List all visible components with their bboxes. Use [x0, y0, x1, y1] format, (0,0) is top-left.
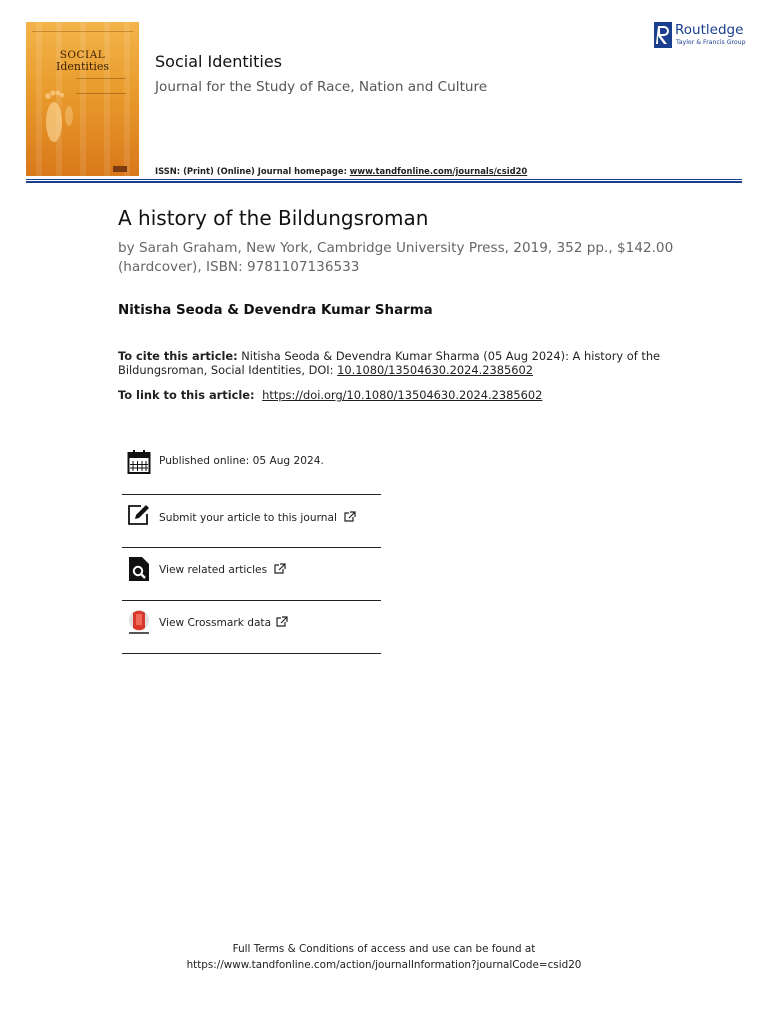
edit-icon	[127, 503, 151, 529]
crossmark-icon	[127, 609, 151, 635]
info-divider	[122, 547, 381, 548]
crossmark-label: View Crossmark data	[159, 617, 272, 629]
info-divider	[122, 600, 381, 601]
footprint-icon	[38, 80, 78, 150]
external-link-icon	[274, 563, 286, 574]
submit-row[interactable]	[122, 503, 381, 556]
issn-label: ISSN: (Print) (Online) Journal homepage:	[155, 166, 347, 176]
cite-doi-link[interactable]: 10.1080/13504630.2024.2385602	[337, 363, 534, 377]
info-divider	[122, 653, 381, 654]
publisher-group: Taylor & Francis Group	[676, 39, 746, 46]
citation-block	[118, 349, 678, 377]
external-link-icon	[276, 616, 288, 627]
terms-footer	[0, 942, 768, 973]
terms-url[interactable]: https://www.tandfonline.com/action/journalInformation?journalCode=csid20	[186, 958, 582, 971]
article-doi-link[interactable]: https://doi.org/10.1080/13504630.2024.2385602	[262, 388, 543, 402]
published-date: Published online: 05 Aug 2024.	[159, 455, 324, 467]
journal-name[interactable]: Social Identities	[155, 52, 282, 71]
journal-cover-image	[26, 22, 139, 176]
header-divider-thin	[26, 179, 742, 180]
article-subtitle: by Sarah Graham, New York, Cambridge University Press, 2019, 352 pp., $142.00 (hardcover), ISBN: 9781107136533	[118, 240, 674, 275]
journal-subtitle: Journal for the Study of Race, Nation and Culture	[155, 79, 488, 95]
related-label: View related articles	[159, 564, 268, 576]
journal-homepage-link[interactable]: www.tandfonline.com/journals/csid20	[349, 166, 528, 176]
terms-line: Full Terms & Conditions of access and use can be found at	[232, 943, 536, 955]
search-document-icon	[127, 556, 151, 582]
crossmark-row[interactable]	[122, 609, 381, 662]
submit-label: Submit your article to this journal	[159, 512, 337, 524]
routledge-r-icon	[654, 22, 672, 48]
publisher-name: Routledge	[675, 22, 744, 38]
cite-label: To cite this article:	[118, 349, 238, 363]
crossmark-link[interactable]	[159, 616, 288, 629]
external-link-icon	[344, 511, 356, 522]
header-divider-thick	[26, 181, 742, 183]
related-row[interactable]	[122, 556, 381, 609]
submit-article-link[interactable]	[159, 511, 356, 524]
issn-line	[155, 166, 527, 176]
cite-text: Nitisha Seoda & Devendra Kumar Sharma (05 Aug 2024): A history of the Bildungsroman, Social Identities, DOI:	[118, 349, 661, 377]
view-related-link[interactable]	[159, 563, 286, 576]
link-block	[118, 388, 542, 402]
link-label: To link to this article:	[118, 388, 255, 402]
cover-title-line1: SOCIAL	[59, 49, 106, 61]
info-divider	[122, 494, 381, 495]
article-authors: Nitisha Seoda & Devendra Kumar Sharma	[118, 303, 433, 318]
cover-title-line2: Identities	[55, 60, 109, 73]
calendar-icon	[127, 449, 151, 475]
article-title: A history of the Bildungsroman	[118, 206, 429, 230]
